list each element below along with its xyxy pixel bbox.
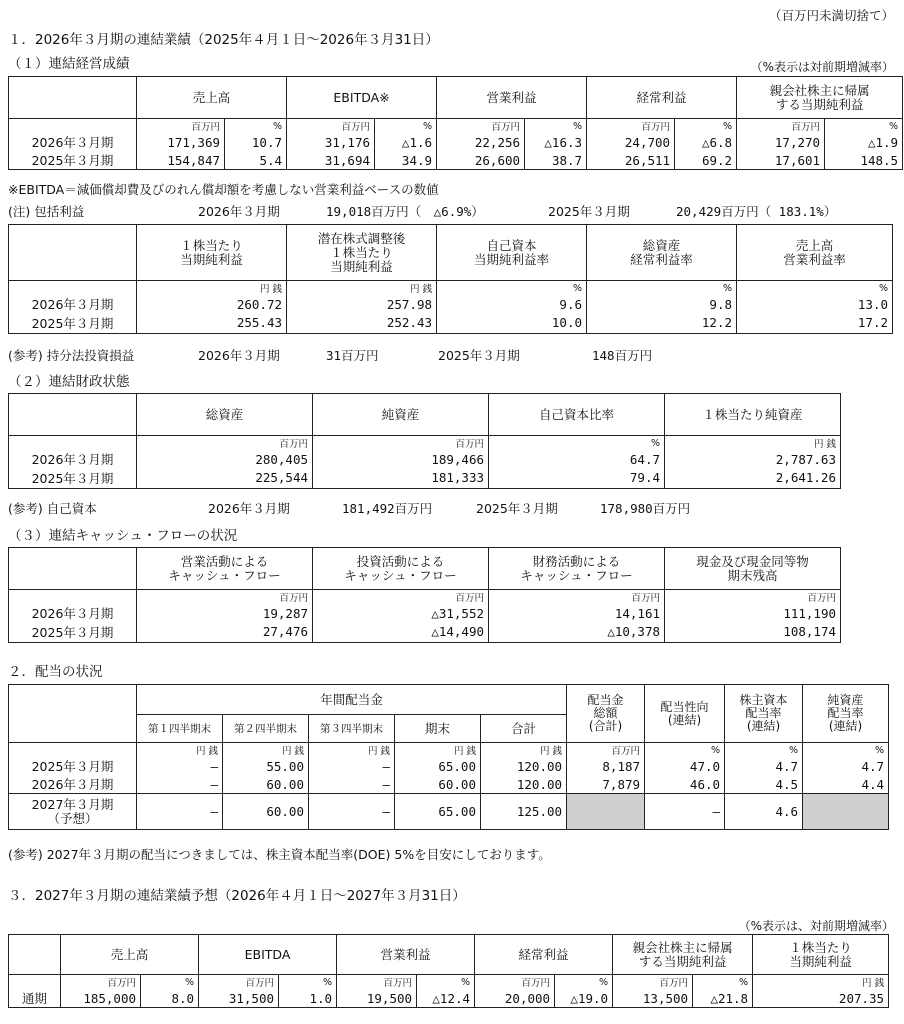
unit-label: % bbox=[675, 119, 737, 134]
unit-label: 百万円 bbox=[437, 119, 525, 134]
cell: △12.4 bbox=[417, 989, 475, 1008]
unit-label: % bbox=[437, 281, 587, 296]
dividends-table bbox=[8, 684, 889, 830]
header-roa: 総資産 経常利益率 bbox=[587, 225, 737, 281]
unit-label: 百万円 bbox=[337, 975, 417, 990]
unit-label: 百万円 bbox=[737, 119, 825, 134]
cell: 17,270 bbox=[737, 133, 825, 151]
unit-label: % bbox=[645, 743, 725, 758]
unit-label: 円 銭 bbox=[753, 975, 889, 990]
cell: △1.9 bbox=[825, 133, 903, 151]
header-roe: 自己資本 当期純利益率 bbox=[437, 225, 587, 281]
equity-method-period1: 2026年３月期 bbox=[198, 348, 280, 363]
cell: 120.00 bbox=[481, 757, 567, 775]
operating-results-table bbox=[8, 76, 903, 170]
table-row bbox=[9, 775, 889, 794]
header-cash-end: 現金及び現金同等物 期末残高 bbox=[665, 548, 841, 590]
header-doe: 株主資本 配当率 (連結) bbox=[725, 685, 803, 743]
row-label: 2026年３月期 bbox=[9, 133, 137, 151]
unit-label: 百万円 bbox=[489, 590, 665, 605]
table-row bbox=[9, 313, 893, 333]
cell: 60.00 bbox=[223, 794, 309, 830]
unit-label: 百万円 bbox=[567, 743, 645, 758]
unit-label: % bbox=[803, 743, 889, 758]
unit-label: 百万円 bbox=[137, 436, 313, 451]
cell: 46.0 bbox=[645, 775, 725, 794]
row-label: 2025年３月期 bbox=[9, 622, 137, 642]
financial-position-table bbox=[8, 393, 841, 489]
cell: 120.00 bbox=[481, 775, 567, 794]
header-q1: 第１四半期末 bbox=[137, 715, 223, 743]
comprehensive-income-value1: 19,018百万円（ △6.9%） bbox=[326, 204, 484, 219]
equity-period1: 2026年３月期 bbox=[208, 501, 290, 516]
cell: 4.7 bbox=[725, 757, 803, 775]
cell: 2,787.63 bbox=[665, 450, 841, 468]
equity-method-value2: 148百万円 bbox=[592, 348, 653, 363]
header-diluted-eps: 潜在株式調整後 １株当たり 当期純利益 bbox=[287, 225, 437, 281]
header-operating-margin: 売上高 営業利益率 bbox=[737, 225, 893, 281]
cell: 19,500 bbox=[337, 989, 417, 1008]
equity-period2: 2025年３月期 bbox=[476, 501, 558, 516]
header-operating-profit: 営業利益 bbox=[337, 935, 475, 975]
cell: 8,187 bbox=[567, 757, 645, 775]
cell: 207.35 bbox=[753, 989, 889, 1008]
unit-label: % bbox=[417, 975, 475, 990]
header-net-income: 親会社株主に帰属 する当期純利益 bbox=[613, 935, 753, 975]
comprehensive-income-period1: 2026年３月期 bbox=[198, 204, 280, 219]
section2-heading: ２．配当の状況 bbox=[8, 664, 103, 680]
cell: 38.7 bbox=[525, 151, 587, 170]
cell: 69.2 bbox=[675, 151, 737, 170]
row-label: 2026年３月期 bbox=[9, 775, 137, 794]
cell: — bbox=[309, 794, 395, 830]
unit-label: 円 銭 bbox=[137, 743, 223, 758]
header-bps: １株当たり純資産 bbox=[665, 394, 841, 436]
cell: 79.4 bbox=[489, 468, 665, 488]
comprehensive-income-period2: 2025年３月期 bbox=[548, 204, 630, 219]
cell: 260.72 bbox=[137, 295, 287, 313]
unit-label: 百万円 bbox=[587, 119, 675, 134]
cell: 148.5 bbox=[825, 151, 903, 170]
percent-note: （%表示は対前期増減率） bbox=[750, 60, 894, 74]
cell: 64.7 bbox=[489, 450, 665, 468]
header-equity-ratio: 自己資本比率 bbox=[489, 394, 665, 436]
table-row bbox=[9, 604, 841, 622]
cell: 47.0 bbox=[645, 757, 725, 775]
cell: 5.4 bbox=[225, 151, 287, 170]
unit-label: 百万円 bbox=[313, 436, 489, 451]
per-share-table bbox=[8, 224, 893, 334]
cell: 4.6 bbox=[725, 794, 803, 830]
row-label: 2026年３月期 bbox=[9, 450, 137, 468]
unit-label: % bbox=[375, 119, 437, 134]
cell: △21.8 bbox=[693, 989, 753, 1008]
dividend-note: (参考) 2027年３月期の配当につきましては、株主資本配当率(DOE) 5%を目安にしております。 bbox=[8, 847, 551, 862]
unit-label: % bbox=[141, 975, 199, 990]
header-ebitda: EBITDA※ bbox=[287, 77, 437, 119]
header-financing-cf: 財務活動による キャッシュ・フロー bbox=[489, 548, 665, 590]
row-label: 2026年３月期 bbox=[9, 604, 137, 622]
header-ebitda: EBITDA bbox=[199, 935, 337, 975]
row-label: 2027年３月期 （予想） bbox=[9, 794, 137, 830]
cell: △14,490 bbox=[313, 622, 489, 642]
unit-label: 百万円 bbox=[475, 975, 555, 990]
row-label: 2025年３月期 bbox=[9, 313, 137, 333]
cell: 22,256 bbox=[437, 133, 525, 151]
header-net-assets: 純資産 bbox=[313, 394, 489, 436]
equity-method-period2: 2025年３月期 bbox=[438, 348, 520, 363]
unit-label: % bbox=[279, 975, 337, 990]
equity-method-label: (参考) 持分法投資損益 bbox=[8, 348, 135, 363]
table-row bbox=[9, 151, 903, 170]
cell: 108,174 bbox=[665, 622, 841, 642]
header-payout-ratio: 配当性向 (連結) bbox=[645, 685, 725, 743]
table-row-forecast bbox=[9, 794, 889, 830]
cell: △10,378 bbox=[489, 622, 665, 642]
header-dividend-on-net-assets: 純資産 配当率 (連結) bbox=[803, 685, 889, 743]
unit-label: % bbox=[525, 119, 587, 134]
unit-label: 百万円 bbox=[199, 975, 279, 990]
unit-label: 百万円 bbox=[287, 119, 375, 134]
unit-label: % bbox=[693, 975, 753, 990]
row-label: 2026年３月期 bbox=[9, 295, 137, 313]
table-row bbox=[9, 989, 889, 1008]
header-eps: １株当たり 当期純利益 bbox=[753, 935, 889, 975]
table-row bbox=[9, 133, 903, 151]
equity-value2: 178,980百万円 bbox=[600, 501, 691, 516]
cell: 255.43 bbox=[137, 313, 287, 333]
cell: 31,694 bbox=[287, 151, 375, 170]
cell: 27,476 bbox=[137, 622, 313, 642]
header-annual-dividends: 年間配当金 bbox=[137, 685, 567, 715]
cell: 1.0 bbox=[279, 989, 337, 1008]
cell: 9.8 bbox=[587, 295, 737, 313]
unit-label: 百万円 bbox=[613, 975, 693, 990]
unit-label: 円 銭 bbox=[395, 743, 481, 758]
cell: 257.98 bbox=[287, 295, 437, 313]
cell: 12.2 bbox=[587, 313, 737, 333]
unit-label: 百万円 bbox=[137, 119, 225, 134]
cell: 17.2 bbox=[737, 313, 893, 333]
cell: 20,000 bbox=[475, 989, 555, 1008]
unit-label: % bbox=[737, 281, 893, 296]
unit-label: 円 銭 bbox=[481, 743, 567, 758]
unit-label: 百万円 bbox=[61, 975, 141, 990]
cell: 185,000 bbox=[61, 989, 141, 1008]
cell: — bbox=[137, 757, 223, 775]
cell: 9.6 bbox=[437, 295, 587, 313]
equity-label: (参考) 自己資本 bbox=[8, 501, 97, 516]
unit-label: % bbox=[587, 281, 737, 296]
cell: 60.00 bbox=[223, 775, 309, 794]
cell: △16.3 bbox=[525, 133, 587, 151]
comprehensive-income-label: (注) 包括利益 bbox=[8, 204, 85, 219]
header-ordinary-profit: 経常利益 bbox=[587, 77, 737, 119]
header-eps: １株当たり 当期純利益 bbox=[137, 225, 287, 281]
cell: 55.00 bbox=[223, 757, 309, 775]
unit-label: 円 銭 bbox=[137, 281, 287, 296]
cell: 65.00 bbox=[395, 794, 481, 830]
unit-label: 百万円 bbox=[137, 590, 313, 605]
header-total-dividends: 配当金 総額 (合計) bbox=[567, 685, 645, 743]
cell: 26,600 bbox=[437, 151, 525, 170]
header-total: 合計 bbox=[481, 715, 567, 743]
subsection-operating-results: （１）連結経営成績 bbox=[8, 56, 130, 72]
comprehensive-income-value2: 20,429百万円（ 183.1%） bbox=[676, 204, 837, 219]
cell: 26,511 bbox=[587, 151, 675, 170]
header-q3: 第３四半期末 bbox=[309, 715, 395, 743]
cell: 14,161 bbox=[489, 604, 665, 622]
unit-label: % bbox=[725, 743, 803, 758]
unit-label: 円 銭 bbox=[223, 743, 309, 758]
cell: 252.43 bbox=[287, 313, 437, 333]
table-row bbox=[9, 757, 889, 775]
cell: 10.0 bbox=[437, 313, 587, 333]
cell: 4.4 bbox=[803, 775, 889, 794]
unit-label: % bbox=[489, 436, 665, 451]
table-row bbox=[9, 622, 841, 642]
cell: △6.8 bbox=[675, 133, 737, 151]
cell: 225,544 bbox=[137, 468, 313, 488]
cell: — bbox=[645, 794, 725, 830]
unit-label: 百万円 bbox=[665, 590, 841, 605]
cell: △1.6 bbox=[375, 133, 437, 151]
cash-flow-table bbox=[8, 547, 841, 643]
table-row bbox=[9, 468, 841, 488]
unit-label: 円 銭 bbox=[287, 281, 437, 296]
cell: 189,466 bbox=[313, 450, 489, 468]
cell: — bbox=[309, 775, 395, 794]
cell: 13,500 bbox=[613, 989, 693, 1008]
cell: 19,287 bbox=[137, 604, 313, 622]
unit-label: 円 銭 bbox=[665, 436, 841, 451]
forecast-table bbox=[8, 934, 889, 1008]
header-ordinary-profit: 経常利益 bbox=[475, 935, 613, 975]
cell: 31,500 bbox=[199, 989, 279, 1008]
header-sales: 売上高 bbox=[137, 77, 287, 119]
table-row bbox=[9, 450, 841, 468]
cell: 171,369 bbox=[137, 133, 225, 151]
cell: 125.00 bbox=[481, 794, 567, 830]
subsection-cash-flows: （３）連結キャッシュ・フローの状況 bbox=[8, 528, 238, 544]
cell: 181,333 bbox=[313, 468, 489, 488]
section1-heading: １．2026年３月期の連結業績（2025年４月１日～2026年３月31日） bbox=[8, 32, 439, 48]
equity-value1: 181,492百万円 bbox=[342, 501, 433, 516]
cell: — bbox=[309, 757, 395, 775]
cell: 65.00 bbox=[395, 757, 481, 775]
cell-shaded bbox=[567, 794, 645, 830]
unit-label: 円 銭 bbox=[309, 743, 395, 758]
cell: 31,176 bbox=[287, 133, 375, 151]
cell: 60.00 bbox=[395, 775, 481, 794]
cell: 7,879 bbox=[567, 775, 645, 794]
cell: △31,552 bbox=[313, 604, 489, 622]
header-total-assets: 総資産 bbox=[137, 394, 313, 436]
table-row bbox=[9, 295, 893, 313]
row-label: 2025年３月期 bbox=[9, 151, 137, 170]
cell: 280,405 bbox=[137, 450, 313, 468]
header-q2: 第２四半期末 bbox=[223, 715, 309, 743]
cell: 4.7 bbox=[803, 757, 889, 775]
header-operating-profit: 営業利益 bbox=[437, 77, 587, 119]
cell: 8.0 bbox=[141, 989, 199, 1008]
cell: 34.9 bbox=[375, 151, 437, 170]
row-label: 2025年３月期 bbox=[9, 757, 137, 775]
cell: 111,190 bbox=[665, 604, 841, 622]
header-sales: 売上高 bbox=[61, 935, 199, 975]
cell: 17,601 bbox=[737, 151, 825, 170]
unit-label: % bbox=[825, 119, 903, 134]
equity-method-value1: 31百万円 bbox=[326, 348, 379, 363]
section3-heading: ３．2027年３月期の連結業績予想（2026年４月１日～2027年３月31日） bbox=[8, 888, 466, 904]
ebitda-note: ※EBITDA＝減価償却費及びのれん償却額を考慮しない営業利益ベースの数値 bbox=[8, 182, 439, 197]
cell: 154,847 bbox=[137, 151, 225, 170]
cell: 10.7 bbox=[225, 133, 287, 151]
cell: — bbox=[137, 794, 223, 830]
row-label: 通期 bbox=[9, 989, 61, 1008]
cell: △19.0 bbox=[555, 989, 613, 1008]
cell: 24,700 bbox=[587, 133, 675, 151]
cell: 2,641.26 bbox=[665, 468, 841, 488]
header-operating-cf: 営業活動による キャッシュ・フロー bbox=[137, 548, 313, 590]
cell: 4.5 bbox=[725, 775, 803, 794]
header-investing-cf: 投資活動による キャッシュ・フロー bbox=[313, 548, 489, 590]
subsection-financial-position: （２）連結財政状態 bbox=[8, 374, 130, 390]
cell-shaded bbox=[803, 794, 889, 830]
cell: — bbox=[137, 775, 223, 794]
unit-label: % bbox=[555, 975, 613, 990]
row-label: 2025年３月期 bbox=[9, 468, 137, 488]
forecast-percent-note: （%表示は、対前期増減率） bbox=[738, 919, 894, 933]
cell: 13.0 bbox=[737, 295, 893, 313]
unit-label: % bbox=[225, 119, 287, 134]
unit-label: 百万円 bbox=[313, 590, 489, 605]
rounding-note: （百万円未満切捨て） bbox=[768, 8, 894, 23]
header-year-end: 期末 bbox=[395, 715, 481, 743]
header-net-income: 親会社株主に帰属 する当期純利益 bbox=[737, 77, 903, 119]
